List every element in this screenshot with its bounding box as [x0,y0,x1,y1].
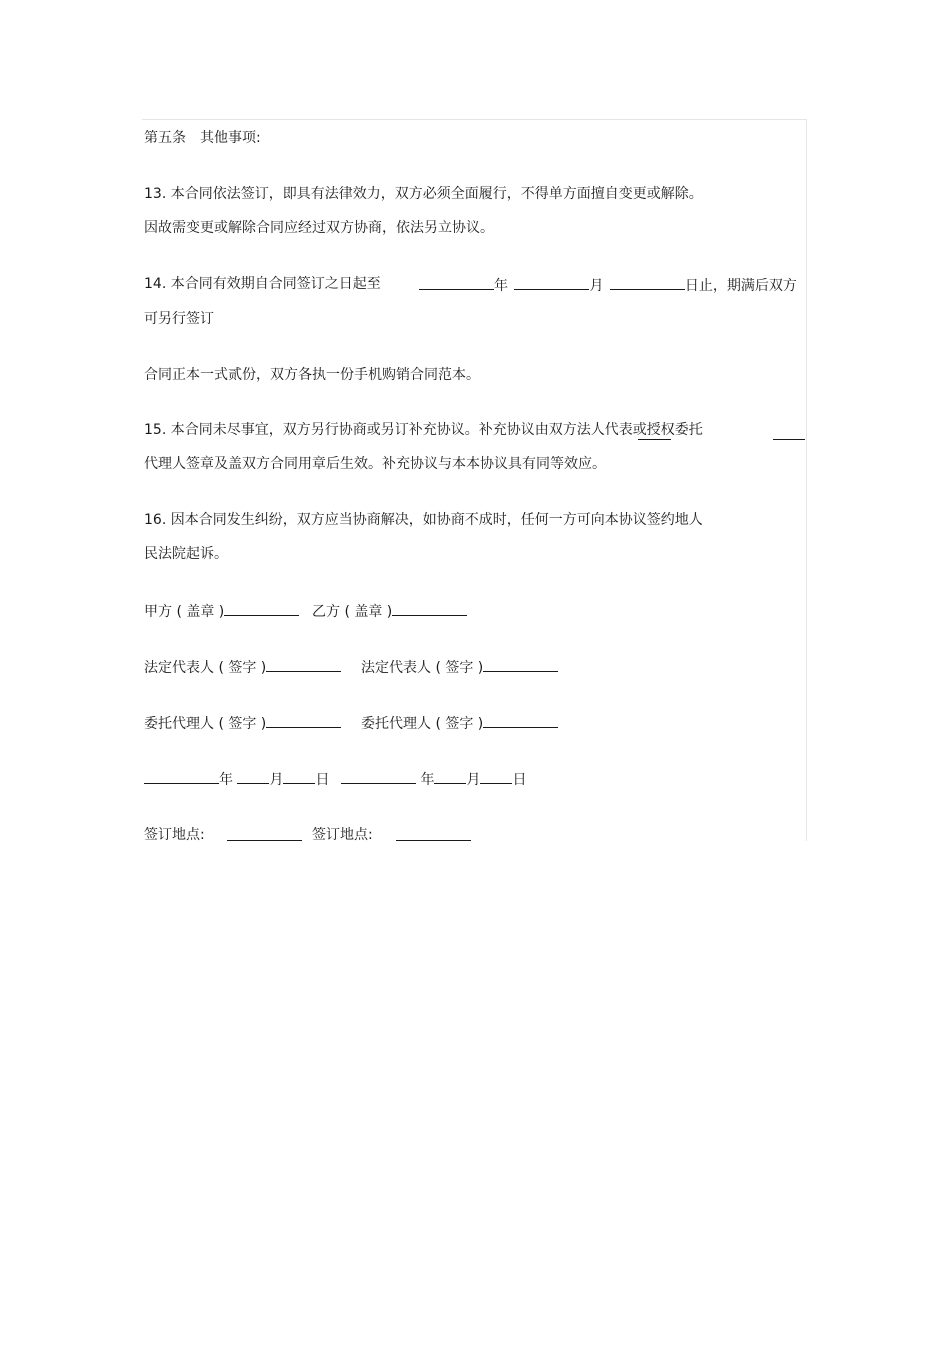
legal-rep-b [361,657,558,677]
clause-15-text-2: 代理人签章及盖双方合同用章后生效。补充协议与本本协议具有同等效应。 [144,456,606,472]
date-a-day-label: 日 [315,772,330,788]
month-blank[interactable] [514,275,589,290]
clause-16-text-2: 民法院起诉。 [144,546,228,562]
date-a-month-blank[interactable] [237,769,269,784]
clause-16-line-2 [144,545,228,563]
date-a-year-label: 年 [219,772,233,788]
month-label: 月 [589,278,604,294]
party-b-label: 乙方 ( 盖章 ) [312,604,393,620]
date-b-year-label: 年 [420,772,435,788]
place-a-blank[interactable] [227,826,302,841]
date-a-day-blank[interactable] [283,769,315,784]
clause-13-line-1 [144,185,703,203]
party-row [144,601,299,621]
day-blank[interactable] [610,275,685,290]
date-b-year-blank[interactable] [341,769,416,784]
agent-row [144,713,341,733]
date-a-month-label: 月 [269,772,284,788]
party-a-blank[interactable] [224,601,299,616]
copies-line [144,366,480,384]
agent-b-label: 委托代理人 ( 签字 ) [361,716,484,732]
date-b-month-blank[interactable] [434,769,466,784]
place-b-blank[interactable] [396,826,471,841]
trailing-blank[interactable] [773,425,805,440]
party-b [312,601,467,621]
date-b-day-blank[interactable] [480,769,512,784]
clause-15-line-2 [144,455,606,473]
agent-a-blank[interactable] [266,713,341,728]
section-heading [144,129,261,147]
legal-rep-row [144,657,341,677]
clause-14-text-2: 可另行签订 [144,311,214,327]
date-row-a [144,769,329,789]
date-row-b [341,769,526,789]
clause-14-line-1 [144,275,381,293]
clause-15-line-1 [144,421,703,439]
clause-14-date [419,275,797,295]
place-a-label: 签订地点: [144,827,205,843]
date-b-month-label: 月 [466,772,481,788]
agent-a-label: 委托代理人 ( 签字 ) [144,716,267,732]
clause-15-text-1: 15. 本合同未尽事宜，双方另行协商或另订补充协议。补充协议由双方法人代表或授权委托 [144,422,703,438]
year-label: 年 [494,278,508,294]
place-b-label: 签订地点: [312,827,373,843]
party-a-label: 甲方 ( 盖章 ) [144,604,225,620]
clause-16-line-1 [144,511,703,529]
day-suffix: 日止，期满后双方 [684,278,797,294]
legal-rep-b-blank[interactable] [483,657,558,672]
clause-13-text-2: 因故需变更或解除合同应经过双方协商，依法另立协议。 [144,220,494,236]
copies-text: 合同正本一式贰份，双方各执一份手机购销合同范本。 [144,367,480,383]
underline-mark [638,425,671,440]
place-row-b [312,826,373,844]
date-b-day-label: 日 [512,772,527,788]
party-b-blank[interactable] [392,601,467,616]
legal-rep-b-label: 法定代表人 ( 签字 ) [361,660,484,676]
clause-16-text-1: 16. 因本合同发生纠纷，双方应当协商解决，如协商不成时，任何一方可向本协议签约地人 [144,512,703,528]
clause-14-line-2 [144,310,214,328]
legal-rep-a-blank[interactable] [266,657,341,672]
agent-b-blank[interactable] [483,713,558,728]
section-heading-text: 第五条 其他事项: [144,130,261,146]
clause-13-line-2 [144,219,494,237]
clause-14-prefix: 14. 本合同有效期自合同签订之日起至 [144,276,381,292]
year-blank[interactable] [419,275,494,290]
place-row-a [144,826,205,844]
legal-rep-a-label: 法定代表人 ( 签字 ) [144,660,267,676]
clause-13-text-1: 13. 本合同依法签订，即具有法律效力，双方必须全面履行，不得单方面擅自变更或解除。 [144,186,703,202]
date-a-year-blank[interactable] [144,769,219,784]
agent-b [361,713,558,733]
